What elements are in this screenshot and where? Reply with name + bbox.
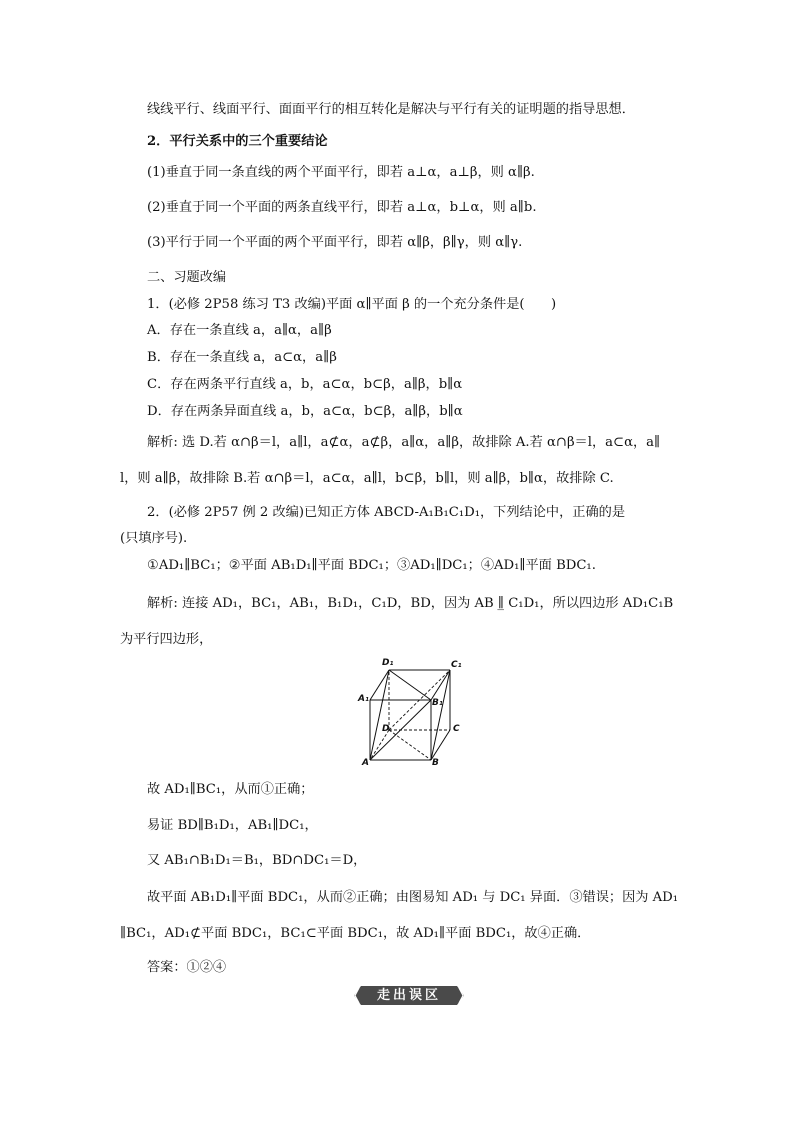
solution-line: 解析: 选 D.若 α∩β＝l，a∥l，a⊄α，a⊄β，a∥α，a∥β，故排除 A.若 α∩β＝l，a⊂α，a∥ bbox=[147, 435, 661, 450]
cube-figure bbox=[355, 658, 465, 770]
solution-line: 故 AD₁∥BC₁，从而①正确； bbox=[147, 782, 314, 797]
text-line: (2)垂直于同一个平面的两条直线平行，即若 a⊥α，b⊥α，则 a∥b. bbox=[147, 200, 537, 215]
option-d: D．存在两条异面直线 a，b，a⊂α，b⊂β，a∥β，b∥α bbox=[147, 404, 463, 419]
cube-diagram bbox=[355, 658, 465, 770]
label-d: D bbox=[382, 724, 390, 734]
section-heading: 二、习题改编 bbox=[147, 270, 227, 285]
label-d1: D₁ bbox=[382, 658, 394, 668]
label-c1: C₁ bbox=[451, 660, 462, 670]
text-line: (3)平行于同一个平面的两个平面平行，即若 α∥β，β∥γ，则 α∥γ. bbox=[147, 235, 523, 250]
statements: ①AD₁∥BC₁；②平面 AB₁D₁∥平面 BDC₁；③AD₁∥DC₁；④AD₁∥平面 BDC₁. bbox=[147, 558, 596, 573]
solution-line: l，则 a∥β，故排除 B.若 α∩β＝l，a⊂α，a∥l，b⊂β，b∥l，则 a∥β，b∥α，故排除 C. bbox=[120, 471, 614, 486]
label-a: A bbox=[362, 758, 369, 768]
solution-line: 解析: 连接 AD₁，BC₁，AB₁，B₁D₁，C₁D，BD，因为 AB ∥̲ C₁D₁，所以四边形 AD₁C₁B bbox=[147, 596, 674, 611]
label-b1: B₁ bbox=[432, 698, 443, 708]
text-line: (1)垂直于同一条直线的两个平面平行，即若 a⊥α，a⊥β，则 α∥β. bbox=[147, 165, 535, 180]
answer-line: 答案：①②④ bbox=[147, 960, 227, 975]
option-c: C．存在两条平行直线 a，b，a⊂α，b⊂β，a∥β，b∥α bbox=[147, 377, 463, 392]
solution-line: 易证 BD∥B₁D₁，AB₁∥DC₁， bbox=[147, 818, 318, 833]
question-2-cont: (只填序号). bbox=[120, 531, 188, 546]
solution-line: 故平面 AB₁D₁∥平面 BDC₁，从而②正确；由图易知 AD₁ 与 DC₁ 异面．③错误；因为 AD₁ bbox=[147, 890, 679, 905]
label-c: C bbox=[453, 724, 460, 734]
solution-line: 为平行四边形， bbox=[120, 632, 213, 647]
section-banner bbox=[353, 985, 465, 1006]
text-line: 线线平行、线面平行、面面平行的相互转化是解决与平行有关的证明题的指导思想． bbox=[147, 102, 635, 117]
question-2: 2．(必修 2P57 例 2 改编)已知正方体 ABCD-A₁B₁C₁D₁，下列结论中，正确的是 bbox=[147, 505, 626, 520]
option-b: B．存在一条直线 a，a⊂α，a∥β bbox=[147, 350, 337, 365]
label-a1: A₁ bbox=[358, 694, 369, 704]
option-a: A．存在一条直线 a，a∥α，a∥β bbox=[147, 323, 332, 338]
solution-line: 又 AB₁∩B₁D₁＝B₁，BD∩DC₁＝D， bbox=[147, 853, 367, 868]
banner-label: 走出误区 bbox=[376, 988, 441, 1003]
question-1: 1．(必修 2P58 练习 T3 改编)平面 α∥平面 β 的一个充分条件是( ) bbox=[147, 297, 557, 312]
label-b: B bbox=[432, 758, 439, 768]
solution-line: ∥BC₁，AD₁⊄平面 BDC₁，BC₁⊂平面 BDC₁，故 AD₁∥平面 BDC₁，故④正确． bbox=[120, 926, 591, 941]
section-heading: 2．平行关系中的三个重要结论 bbox=[147, 134, 328, 149]
